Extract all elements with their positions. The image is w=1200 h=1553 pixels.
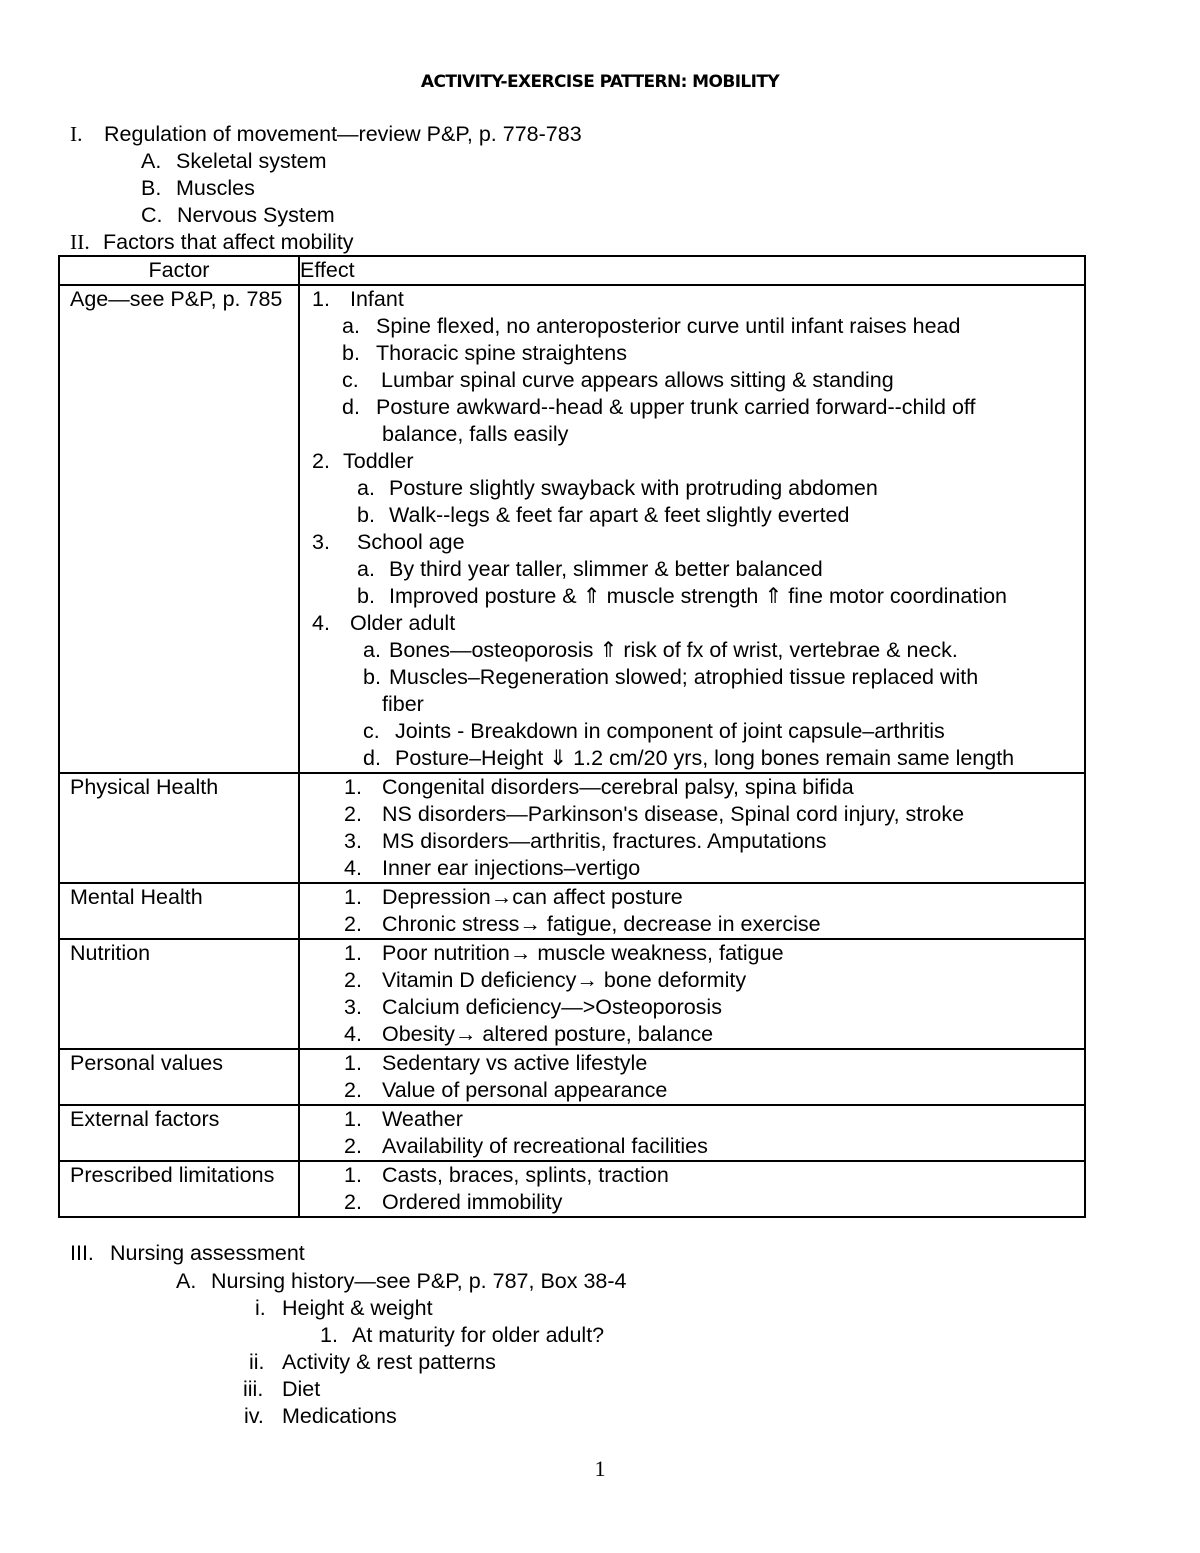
toddler-number: 2. xyxy=(312,449,330,473)
list-item: Chronic stress→ fatigue, decrease in exercise xyxy=(382,912,821,936)
list-label: 1. xyxy=(344,885,362,909)
list-item: Height & weight xyxy=(282,1296,433,1320)
list-item: Vitamin D deficiency→ bone deformity xyxy=(382,968,747,992)
list-item: Medications xyxy=(282,1404,397,1428)
list-label: 1. xyxy=(344,941,362,965)
section-1-item-c: Nervous System xyxy=(177,203,335,227)
effect-age xyxy=(299,285,1085,773)
list-label: ii. xyxy=(249,1350,265,1374)
table-header-row xyxy=(59,256,1085,285)
factors-table xyxy=(58,255,1086,1218)
list-item: Sedentary vs active lifestyle xyxy=(382,1051,648,1075)
list-item: Ordered immobility xyxy=(382,1190,563,1214)
list-label: 3. xyxy=(344,829,362,853)
list-label: a. xyxy=(357,557,375,581)
table-row xyxy=(59,1049,1085,1105)
list-label: 2. xyxy=(344,1078,362,1102)
older-number: 4. xyxy=(312,611,330,635)
section-1-item-a: Skeletal system xyxy=(176,149,327,173)
factor-mental: Mental Health xyxy=(59,883,299,939)
factor-age: Age—see P&P, p. 785 xyxy=(59,285,299,773)
list-item: Availability of recreational facilities xyxy=(382,1134,708,1158)
list-label: d. xyxy=(342,395,360,419)
list-item: Casts, braces, splints, traction xyxy=(382,1163,669,1187)
list-item: Diet xyxy=(282,1377,321,1401)
list-label: b. xyxy=(357,584,375,608)
list-label: a. xyxy=(342,314,360,338)
list-label: 1. xyxy=(320,1323,338,1347)
list-label: 2. xyxy=(344,968,362,992)
list-item: Depression→can affect posture xyxy=(382,885,683,909)
list-label: 4. xyxy=(344,856,362,880)
section-2-heading: Factors that affect mobility xyxy=(103,230,354,254)
list-label: b. xyxy=(342,341,360,365)
table-row xyxy=(59,939,1085,1049)
table-row xyxy=(59,773,1085,883)
list-item: By third year taller, slimmer & better balanced xyxy=(389,557,823,581)
list-label: c. xyxy=(342,368,359,392)
list-item: Joints - Breakdown in component of joint capsule–arthritis xyxy=(395,719,945,743)
table-row xyxy=(59,285,1085,773)
list-label: 4. xyxy=(344,1022,362,1046)
list-item: Value of personal appearance xyxy=(382,1078,668,1102)
section-2-number: II. xyxy=(70,230,90,254)
list-item: Calcium deficiency—>Osteoporosis xyxy=(382,995,722,1019)
list-item: Walk--legs & feet far apart & feet slightly everted xyxy=(389,503,850,527)
list-item: Activity & rest patterns xyxy=(282,1350,496,1374)
list-item: Spine flexed, no anteroposterior curve until infant raises head xyxy=(376,314,961,338)
list-label: 2. xyxy=(344,912,362,936)
header-factor: Factor xyxy=(59,256,299,285)
list-item: Improved posture & ⇑ muscle strength ⇑ fine motor coordination xyxy=(389,584,1008,608)
table-row xyxy=(59,1105,1085,1161)
infant-number: 1. xyxy=(312,287,330,311)
infant-label: Infant xyxy=(350,287,404,311)
list-item: Posture awkward--head & upper trunk carried forward--child off xyxy=(376,395,976,419)
list-label: iii. xyxy=(243,1377,264,1401)
list-label: 1. xyxy=(344,1163,362,1187)
section-1-item-b: Muscles xyxy=(176,176,255,200)
list-label: 3. xyxy=(344,995,362,1019)
list-item: Obesity→ altered posture, balance xyxy=(382,1022,714,1046)
effect-nutrition xyxy=(299,939,1085,1049)
effect-external xyxy=(299,1105,1085,1161)
list-label: 1. xyxy=(344,1051,362,1075)
list-label: 2. xyxy=(344,802,362,826)
list-item: Inner ear injections–vertigo xyxy=(382,856,641,880)
school-number: 3. xyxy=(312,530,330,554)
table-row xyxy=(59,883,1085,939)
list-item: At maturity for older adult? xyxy=(352,1323,605,1347)
section-3-heading: Nursing assessment xyxy=(110,1241,305,1265)
list-item: Muscles–Regeneration slowed; atrophied tissue replaced with xyxy=(389,665,979,689)
list-label: 1. xyxy=(344,775,362,799)
list-label: c. xyxy=(363,719,380,743)
section-1-number: I. xyxy=(70,122,83,146)
factor-external: External factors xyxy=(59,1105,299,1161)
page-title: ACTIVITY-EXERCISE PATTERN: MOBILITY xyxy=(420,72,780,92)
list-item: Weather xyxy=(382,1107,463,1131)
section-3-a-label: A. xyxy=(176,1269,197,1293)
list-item: Thoracic spine straightens xyxy=(376,341,627,365)
list-item: Posture slightly swayback with protruding abdomen xyxy=(389,476,878,500)
list-label: 2. xyxy=(344,1190,362,1214)
list-item: Posture–Height ⇓ 1.2 cm/20 yrs, long bones remain same length xyxy=(395,746,1015,770)
header-effect: Effect xyxy=(299,256,1085,285)
toddler-label: Toddler xyxy=(343,449,414,473)
factor-physical: Physical Health xyxy=(59,773,299,883)
list-item-continuation: fiber xyxy=(382,692,424,716)
section-3-number: III. xyxy=(70,1241,94,1265)
list-item: MS disorders—arthritis, fractures. Amputations xyxy=(382,829,827,853)
effect-prescribed xyxy=(299,1161,1085,1217)
list-item: Bones—osteoporosis ⇑ risk of fx of wrist, vertebrae & neck. xyxy=(389,638,958,662)
factor-values: Personal values xyxy=(59,1049,299,1105)
effect-mental xyxy=(299,883,1085,939)
list-label: a. xyxy=(363,638,381,662)
factor-nutrition: Nutrition xyxy=(59,939,299,1049)
list-label: d. xyxy=(363,746,381,770)
list-label: iv. xyxy=(244,1404,264,1428)
factor-prescribed: Prescribed limitations xyxy=(59,1161,299,1217)
effect-physical xyxy=(299,773,1085,883)
list-item: Lumbar spinal curve appears allows sitting & standing xyxy=(381,368,894,392)
older-label: Older adult xyxy=(350,611,456,635)
effect-values xyxy=(299,1049,1085,1105)
school-label: School age xyxy=(357,530,465,554)
section-3-a-text: Nursing history—see P&P, p. 787, Box 38-4 xyxy=(211,1269,627,1293)
section-1-item-a-label: A. xyxy=(141,149,162,173)
list-item: Poor nutrition→ muscle weakness, fatigue xyxy=(382,941,784,965)
section-1-heading: Regulation of movement—review P&P, p. 778-783 xyxy=(104,122,582,146)
table-row xyxy=(59,1161,1085,1217)
page-number: 1 xyxy=(594,1456,606,1481)
list-item-continuation: balance, falls easily xyxy=(382,422,569,446)
list-label: b. xyxy=(363,665,381,689)
list-label: a. xyxy=(357,476,375,500)
section-1-item-c-label: C. xyxy=(141,203,163,227)
section-1-item-b-label: B. xyxy=(141,176,162,200)
list-item: NS disorders—Parkinson's disease, Spinal cord injury, stroke xyxy=(382,802,965,826)
list-label: b. xyxy=(357,503,375,527)
list-label: 2. xyxy=(344,1134,362,1158)
list-label: 1. xyxy=(344,1107,362,1131)
list-label: i. xyxy=(255,1296,266,1320)
list-item: Congenital disorders—cerebral palsy, spina bifida xyxy=(382,775,854,799)
